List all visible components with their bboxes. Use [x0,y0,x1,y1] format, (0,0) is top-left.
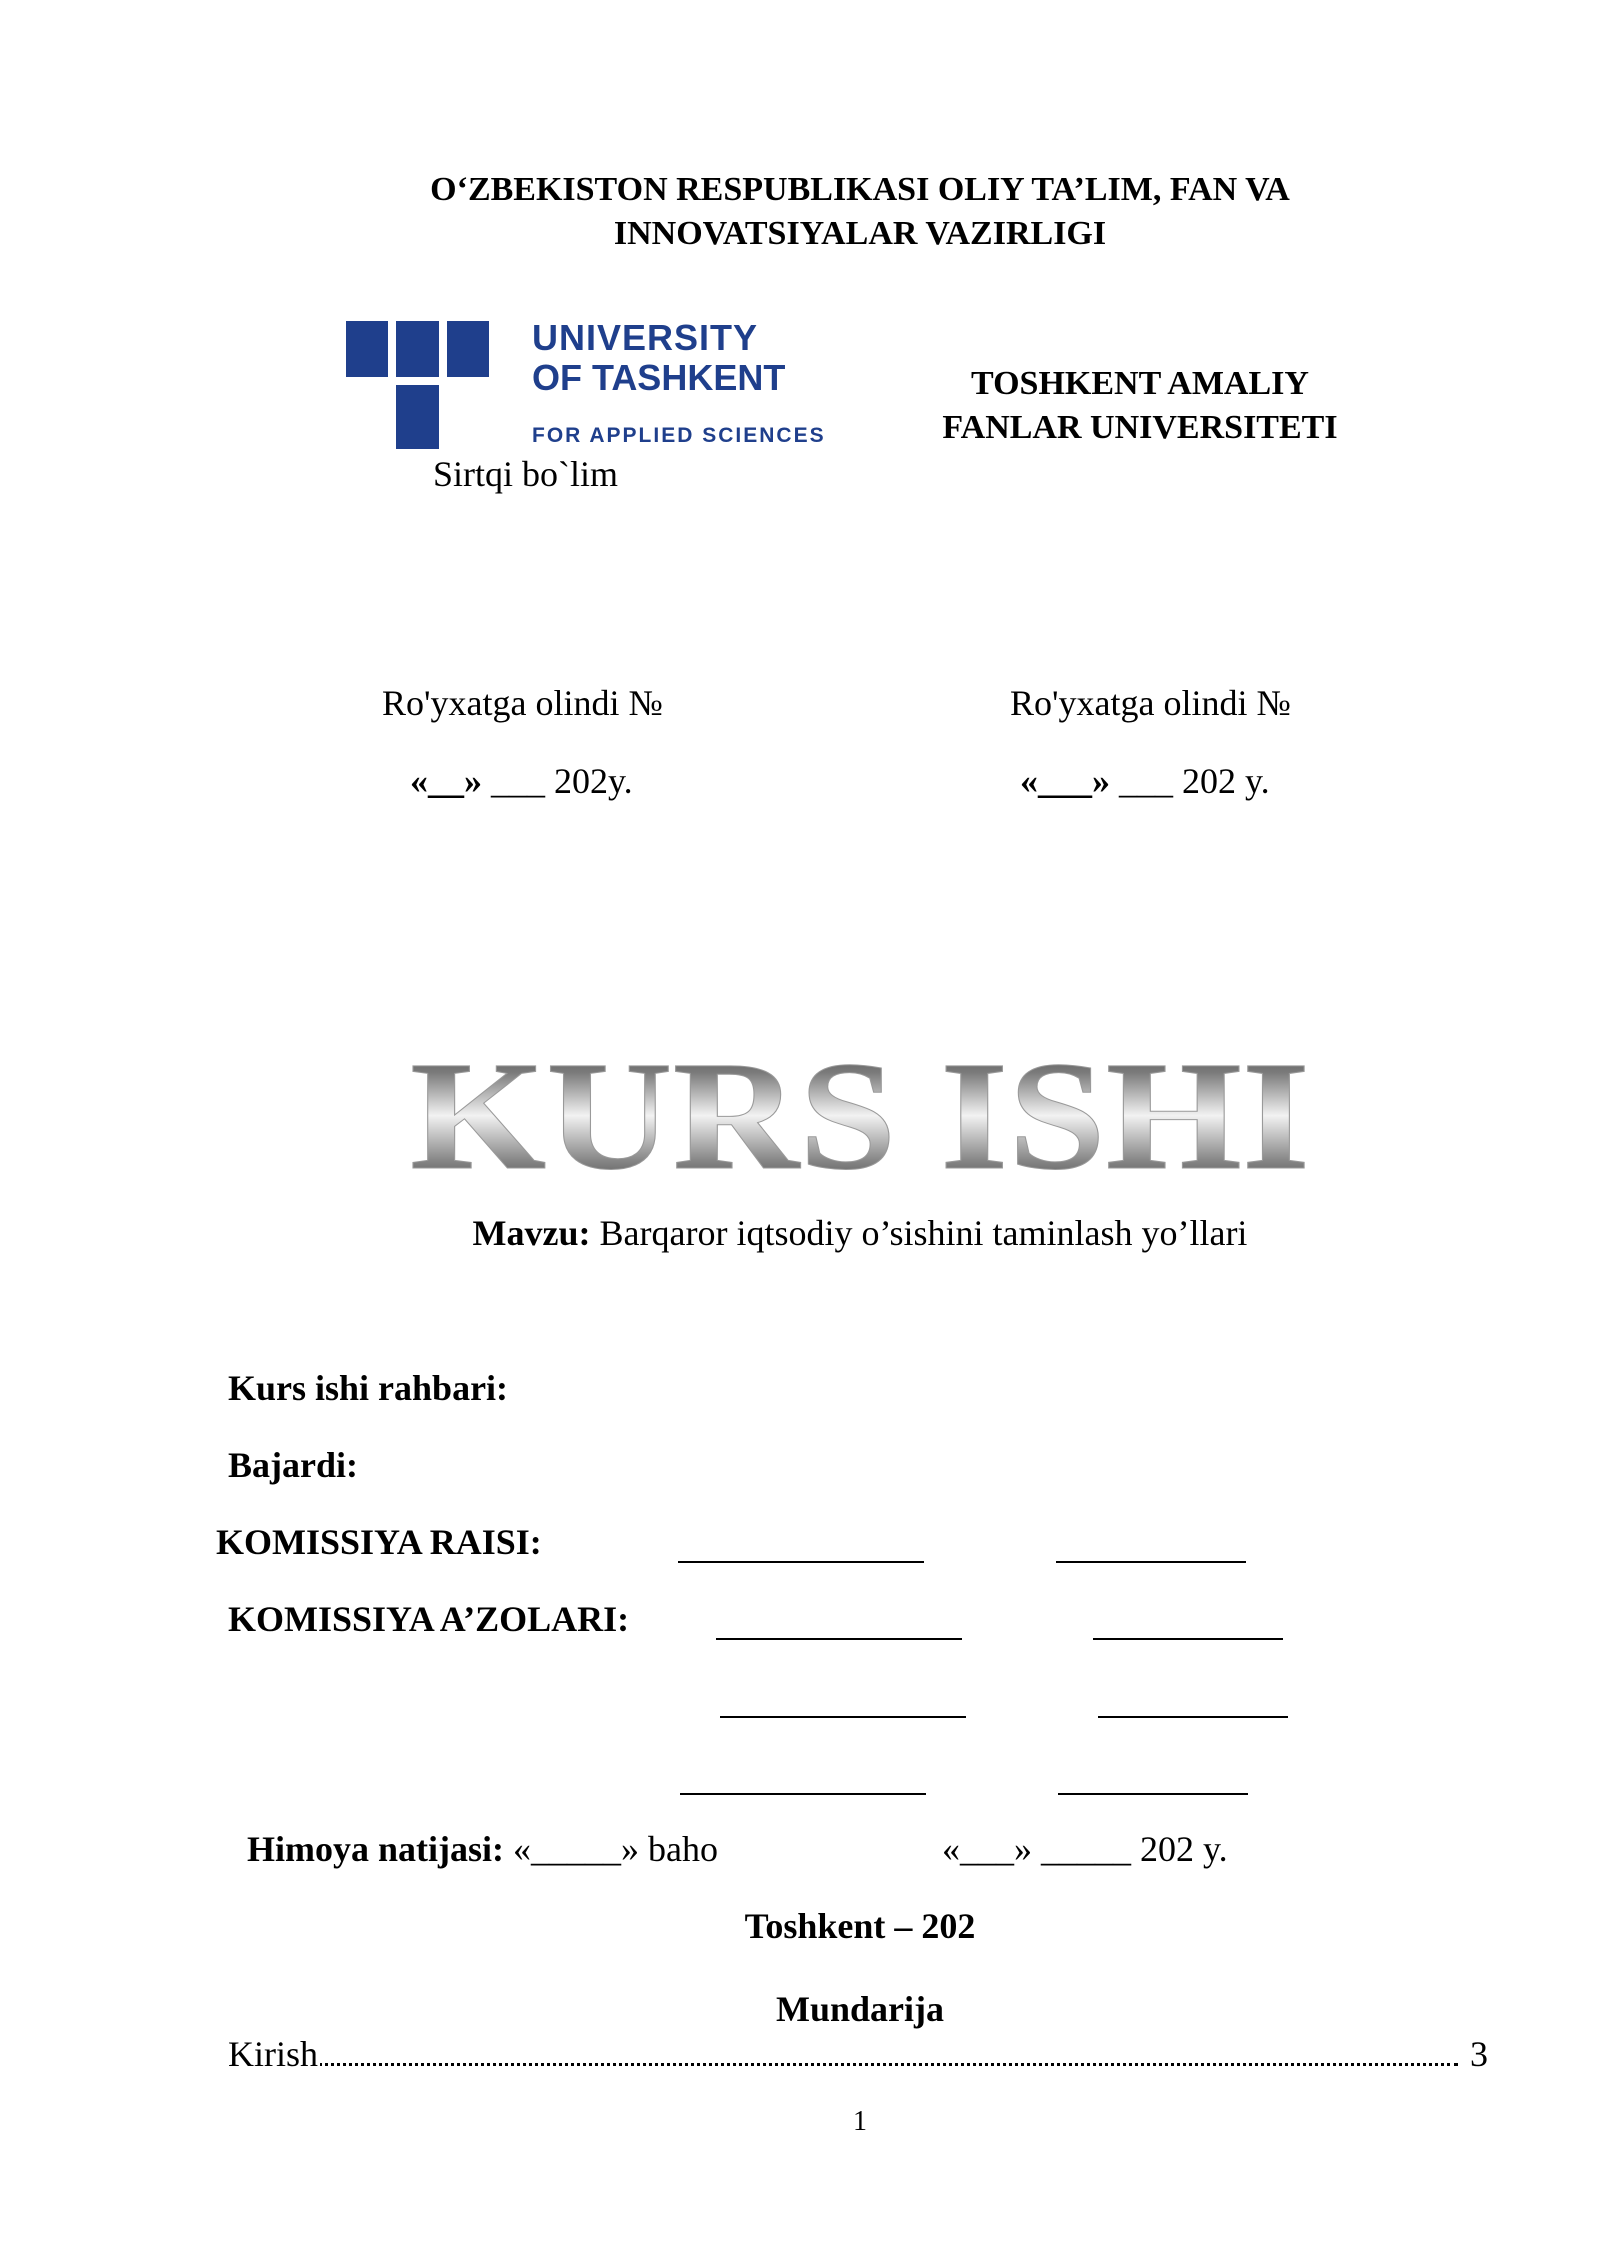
university-logo [346,317,826,451]
member-2-name-line [1098,1716,1288,1718]
ministry-line-1: O‘ZBEKISTON RESPUBLIKASI OLIY TA’LIM, FAN VA [430,171,1290,208]
commission-chair-label: KOMISSIYA RAISI: [216,1522,542,1562]
date-right-rest: ___ 202 y. [1110,761,1270,801]
department-label: Sirtqi bo`lim [433,454,619,494]
logo-line-3: FOR APPLIED SCIENCES [532,424,826,447]
registration-right-date [1020,760,1270,803]
topic-label: Mavzu: [472,1213,591,1253]
date-left-rest: ___ 202y. [482,761,633,801]
member-1-signature-line [716,1638,962,1640]
defense-grade: «_____» baho [504,1829,718,1869]
member-1-name-line [1093,1638,1283,1640]
ministry-line-2: INNOVATSIYALAR VAZIRLIGI [613,215,1107,253]
defense-date: «___» _____ 202 y. [942,1829,1228,1869]
university-name [880,362,1400,450]
supervisor-label: Kurs ishi rahbari: [228,1368,509,1408]
date-left-day: «__» [410,761,482,801]
toc-item-label: Kirish [228,2033,320,2076]
chair-name-line [1056,1561,1246,1563]
toc-leader-dots [318,2063,1458,2066]
kurs-ishi-title [300,1040,1420,1180]
date-right-day: «___» [1020,761,1110,801]
defense-result [247,1828,718,1871]
toc-item[interactable] [228,2033,1488,2079]
toc-item-page: 3 [1470,2034,1488,2074]
topic [300,1212,1420,1255]
registration-left-label: Ro'yxatga olindi № [382,683,663,723]
city-year: Toshkent – 202 [744,1906,976,1946]
ministry-header [300,168,1420,256]
university-line-2: FANLAR UNIVERSITETI [942,409,1338,447]
member-3-name-line [1058,1793,1248,1795]
logo-line-1: UNIVERSITY [532,317,759,358]
topic-text: Barqaror iqtsodiy o’sishini taminlash yo’llari [590,1213,1248,1253]
university-line-1: TOSHKENT AMALIY [971,365,1309,402]
registration-left-date [410,760,633,803]
logo-square-1 [346,321,388,377]
logo-square-2 [396,321,439,377]
logo-line-2: OF TASHKENT [532,357,786,398]
performer-label: Bajardi: [228,1445,358,1485]
toc-title: Mundarija [775,1989,944,2029]
chair-signature-line [678,1561,924,1563]
logo-square-4 [396,385,439,449]
kurs-ishi-title-text: KURS ISHI [410,1040,1310,1180]
defense-label: Himoya natijasi: [247,1829,504,1869]
member-3-signature-line [680,1793,926,1795]
commission-members-label: KOMISSIYA A’ZOLARI: [228,1599,630,1639]
page-number: 1 [853,2106,867,2137]
member-2-signature-line [720,1716,966,1718]
registration-right-label: Ro'yxatga olindi № [1010,683,1291,723]
logo-square-3 [447,321,489,377]
